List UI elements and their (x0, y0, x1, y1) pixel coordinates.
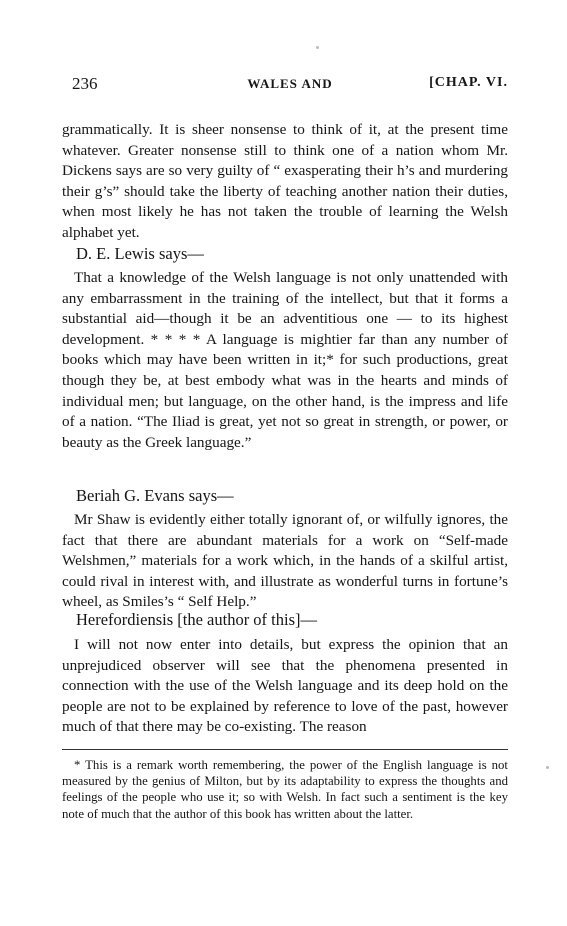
speaker-evans: Beriah G. Evans says— (76, 486, 234, 505)
page-header (72, 74, 508, 96)
paper-speck (546, 766, 549, 769)
paragraph-lewis: That a knowledge of the Welsh language is not only unattended with any embarrassment in the training of the intellect, but that it forms a substantial aid—though it be an adventitious one — to its highest development. * * * * A language is mightier far than any number of books which may have been written in it;* for such productions, great though they be, at best embody what was in the hearts and minds of individual men; but language, on the other hand, is the impress and life of a nation. “The Iliad is great, yet not so great in strength, or power, or beauty as the Greek language.” (62, 269, 508, 451)
footnote: * This is a remark worth remembering, the power of the English language is not measured by the genius of Milton, but by its adaptability to express the thoughts and feelings of the people who use it; so with Welsh. In fact such a sentiment is the key note of much that the author of this book has written about the latter. (62, 758, 508, 821)
chapter-marker: [CHAP. VI. (429, 75, 508, 90)
footnote-rule (62, 749, 508, 750)
paragraph-herefordiensis: I will not now enter into details, but express the opinion that an unprejudiced observer will see that the phenomena presented in connection with the use of the Welsh language and its deep hold on the people are not to be explained by reference to love of the past, however much of that there may be co-existing. The reason (62, 636, 508, 736)
running-title: WALES AND (247, 76, 333, 91)
paragraph-evans: Mr Shaw is evidently either totally ignorant of, or wilfully ignores, the fact that there are abundant materials for a work on “Self-made Welshmen,” materials for a work which, in the hands of a skilful artist, could rival in interest with, and illustrate as wonderful turns in fortune’s wheel, as Smiles’s “ Self Help.” (62, 511, 508, 611)
paper-speck (316, 46, 319, 49)
page-number: 236 (72, 74, 98, 93)
speaker-herefordiensis: Herefordiensis [the author of this]— (76, 610, 318, 629)
paragraph-grammatically: grammatically. It is sheer nonsense to think of it, at the present time whatever. Greater nonsense still to think one of a nation whom Mr. Dickens says are so very guilty of “ exasperating their h’s and murdering their g’s” should take the liberty of teaching another nation their duties, when most likely he has not taken the trouble of learning the Welsh alphabet yet. (62, 121, 508, 241)
speaker-lewis: D. E. Lewis says— (76, 244, 204, 263)
